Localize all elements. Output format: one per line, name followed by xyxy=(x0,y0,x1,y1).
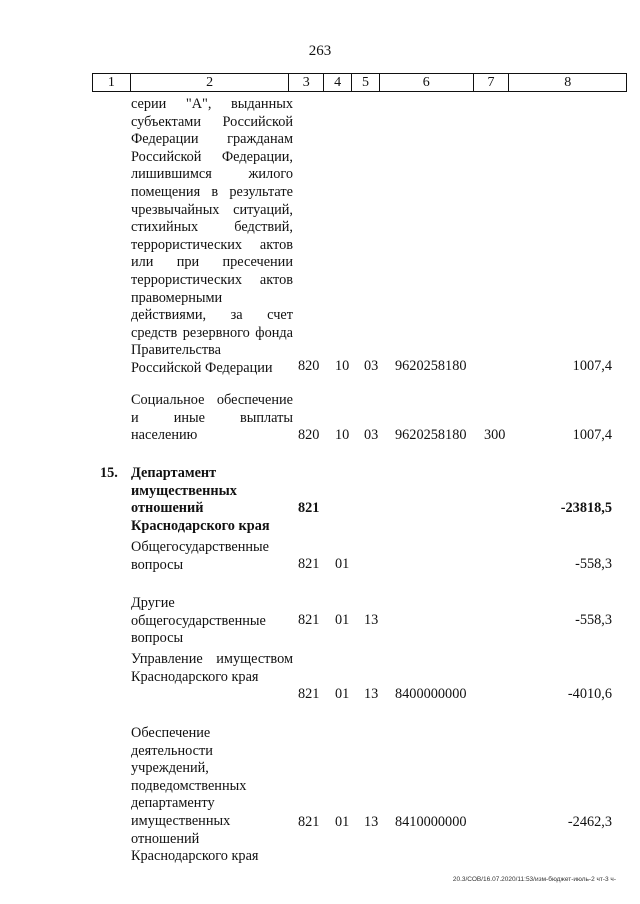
header-col-5: 5 xyxy=(352,74,380,91)
row-col4: 01 xyxy=(335,612,350,629)
page-number: 263 xyxy=(308,43,332,59)
header-col-1: 1 xyxy=(93,74,131,91)
row-col6: 8400000000 xyxy=(395,686,467,703)
header-col-7: 7 xyxy=(474,74,510,91)
table-row xyxy=(0,465,640,534)
row-col3: 820 xyxy=(298,427,320,444)
row-col7: 300 xyxy=(484,427,506,444)
table-row xyxy=(0,392,640,445)
table-row xyxy=(0,96,640,376)
row-col4: 01 xyxy=(335,556,350,573)
row-col5: 03 xyxy=(364,427,379,444)
header-col-6: 6 xyxy=(380,74,474,91)
row-name: Другие общегосударственные вопросы xyxy=(131,595,266,647)
row-col3: 820 xyxy=(298,358,320,375)
table-row xyxy=(0,725,640,865)
row-name: серии "А", выданных субъектами Российской Федерации гражданам Российской Федерации, лишившимся жилого помещения в результате чрезвычайных ситуаций, стихийных бедствий, террористических актов или при пресечении террористических актов правомерными действиями, за счет средств резервного фонда Правительства Российской Федерации xyxy=(131,96,293,376)
table-row xyxy=(0,539,640,574)
header-col-8: 8 xyxy=(564,75,572,90)
row-col5: 13 xyxy=(364,814,379,831)
row-col8: -4010,6 xyxy=(567,686,612,703)
row-col8: -23818,5 xyxy=(560,500,612,517)
row-col8: -2462,3 xyxy=(567,814,612,831)
row-col8: 1007,4 xyxy=(572,358,612,375)
row-col8: -558,3 xyxy=(575,556,612,573)
row-name: Обеспечение деятельности учреждений, подведомственных департаменту имущественных отношений Краснодарского края xyxy=(131,725,259,865)
row-col3: 821 xyxy=(298,686,320,703)
row-col8: 1007,4 xyxy=(572,427,612,444)
table-row xyxy=(0,651,640,704)
table-header xyxy=(92,73,627,92)
row-col6: 8410000000 xyxy=(395,814,467,831)
row-col8: -558,3 xyxy=(575,612,612,629)
row-col3: 821 xyxy=(298,612,320,629)
row-col4: 10 xyxy=(335,358,350,375)
header-col-4: 4 xyxy=(324,74,352,91)
row-number: 15. xyxy=(100,465,118,481)
row-col5: 13 xyxy=(364,612,379,629)
row-col3: 821 xyxy=(298,556,320,573)
row-name: Общегосударственные вопросы xyxy=(131,539,269,573)
row-col3: 821 xyxy=(298,814,320,831)
header-col-2: 2 xyxy=(131,74,289,91)
row-name: Департамент имущественных отношений Краснодарского края xyxy=(131,465,270,534)
row-col6: 9620258180 xyxy=(395,358,467,375)
row-col3: 821 xyxy=(298,500,320,517)
row-col4: 01 xyxy=(335,686,350,703)
document-footer: 20.3/СОВ/16.07.2020/11:53/изм-бюджет-июль-2 чт-3 ч- xyxy=(452,876,616,883)
table-row xyxy=(0,595,640,647)
row-col6: 9620258180 xyxy=(395,427,467,444)
row-col4: 10 xyxy=(335,427,350,444)
row-col5: 03 xyxy=(364,358,379,375)
header-col-3: 3 xyxy=(289,74,324,91)
row-col5: 13 xyxy=(364,686,379,703)
row-name: Управление имуществом Краснодарского края xyxy=(131,651,293,685)
row-col4: 01 xyxy=(335,814,350,831)
row-name: Социальное обеспечение и иные выплаты населению xyxy=(131,392,293,444)
